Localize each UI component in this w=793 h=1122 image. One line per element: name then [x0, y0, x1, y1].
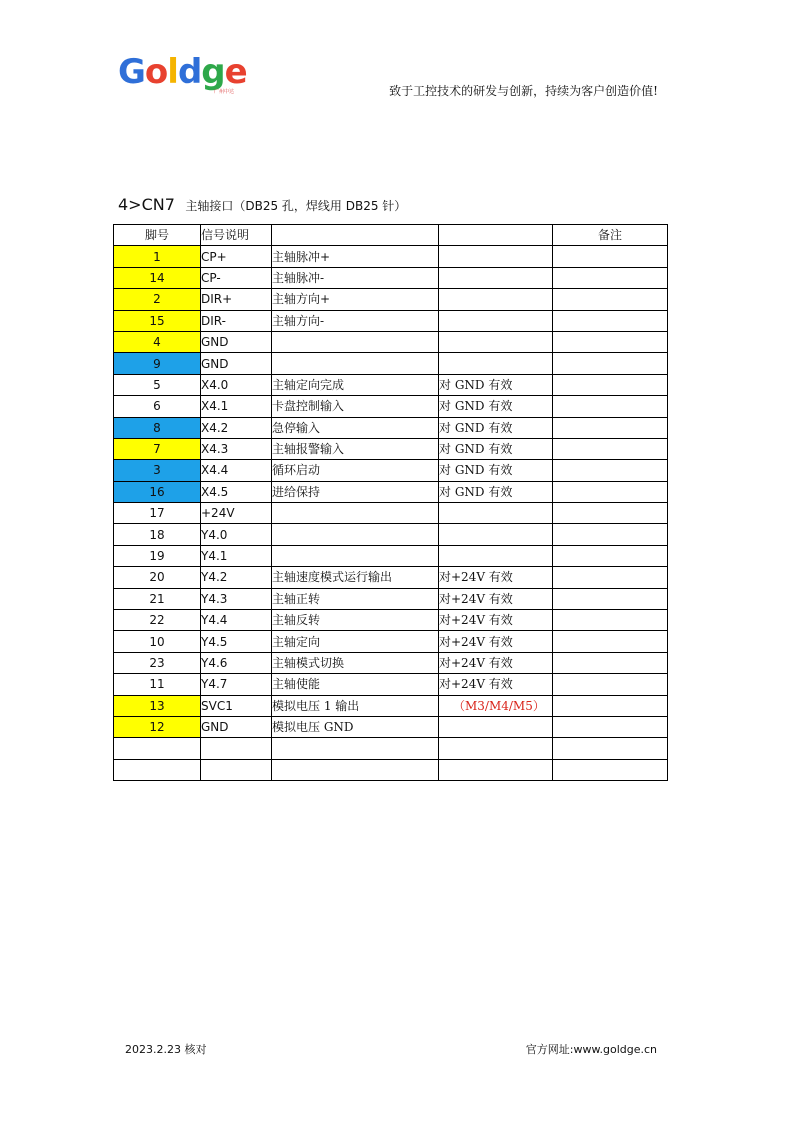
description-cell: 模拟电压 1 输出 [272, 695, 439, 716]
signal-cell: Y4.1 [201, 545, 272, 566]
table-row [114, 567, 668, 588]
pin-number-cell [114, 738, 201, 759]
pin-number-cell: 13 [114, 695, 201, 716]
table-row [114, 267, 668, 288]
table-row [114, 310, 668, 331]
pin-number-cell: 15 [114, 310, 201, 331]
pin-table [113, 224, 668, 781]
pin-number-cell: 7 [114, 438, 201, 459]
logo-letter: G [118, 52, 145, 92]
pin-number-cell: 12 [114, 716, 201, 737]
signal-cell [201, 759, 272, 780]
table-row [114, 716, 668, 737]
valid-level-cell [439, 331, 553, 352]
valid-level-cell: 对 GND 有效 [439, 396, 553, 417]
table-row [114, 524, 668, 545]
signal-cell: X4.5 [201, 481, 272, 502]
note-cell [553, 695, 668, 716]
note-cell [553, 481, 668, 502]
signal-cell: X4.1 [201, 396, 272, 417]
note-cell [553, 460, 668, 481]
valid-level-cell [439, 310, 553, 331]
pin-number-cell: 23 [114, 652, 201, 673]
description-cell [272, 353, 439, 374]
signal-cell: X4.0 [201, 374, 272, 395]
signal-cell: GND [201, 353, 272, 374]
signal-cell: X4.2 [201, 417, 272, 438]
signal-cell: Y4.5 [201, 631, 272, 652]
note-cell [553, 353, 668, 374]
note-cell [553, 374, 668, 395]
signal-cell: CP- [201, 267, 272, 288]
note-cell [553, 631, 668, 652]
valid-level-cell [439, 289, 553, 310]
header-pin: 脚号 [114, 225, 201, 246]
valid-level-cell [439, 246, 553, 267]
valid-level-cell: 对 GND 有效 [439, 481, 553, 502]
signal-cell: X4.4 [201, 460, 272, 481]
valid-level-cell [439, 524, 553, 545]
pin-number-cell: 17 [114, 503, 201, 524]
note-cell [553, 417, 668, 438]
description-cell: 主轴正转 [272, 588, 439, 609]
signal-cell: GND [201, 716, 272, 737]
table-row [114, 417, 668, 438]
note-cell [553, 396, 668, 417]
table-row [114, 588, 668, 609]
pin-number-cell: 21 [114, 588, 201, 609]
description-cell: 主轴速度模式运行输出 [272, 567, 439, 588]
table-row [114, 610, 668, 631]
logo-letter: l [167, 52, 178, 92]
pin-number-cell: 11 [114, 674, 201, 695]
valid-level-cell [439, 716, 553, 737]
table-row [114, 759, 668, 780]
note-cell [553, 267, 668, 288]
note-cell [553, 289, 668, 310]
valid-level-cell: 对+24V 有效 [439, 567, 553, 588]
signal-cell: DIR- [201, 310, 272, 331]
table-header-row [114, 225, 668, 246]
valid-level-cell: 对+24V 有效 [439, 631, 553, 652]
valid-level-cell: 对 GND 有效 [439, 374, 553, 395]
table-row [114, 503, 668, 524]
pin-number-cell: 8 [114, 417, 201, 438]
valid-level-cell: 对+24V 有效 [439, 674, 553, 695]
description-cell: 主轴脉冲+ [272, 246, 439, 267]
valid-level-cell [439, 353, 553, 374]
pin-number-cell [114, 759, 201, 780]
section-heading [118, 195, 406, 215]
pin-number-cell: 14 [114, 267, 201, 288]
header-signal: 信号说明 [201, 225, 272, 246]
table-row [114, 331, 668, 352]
header-slogan: 致于工控技术的研发与创新，持续为客户创造价值! [389, 84, 658, 98]
pin-number-cell: 3 [114, 460, 201, 481]
table-row [114, 545, 668, 566]
note-cell [553, 674, 668, 695]
logo-letter: o [144, 52, 168, 92]
signal-cell: X4.3 [201, 438, 272, 459]
header-valid [439, 225, 553, 246]
valid-level-cell: 对+24V 有效 [439, 610, 553, 631]
pin-number-cell: 19 [114, 545, 201, 566]
pin-number-cell: 4 [114, 331, 201, 352]
footer-website: 官方网址:www.goldge.cn [525, 1043, 657, 1056]
description-cell: 卡盘控制输入 [272, 396, 439, 417]
table-row [114, 374, 668, 395]
logo-letter: g [201, 52, 225, 92]
note-cell [553, 759, 668, 780]
pin-number-cell: 1 [114, 246, 201, 267]
description-cell: 主轴定向 [272, 631, 439, 652]
signal-cell: Y4.2 [201, 567, 272, 588]
description-cell: 主轴方向+ [272, 289, 439, 310]
valid-level-cell [439, 738, 553, 759]
table-row [114, 460, 668, 481]
description-cell [272, 503, 439, 524]
signal-cell: Y4.0 [201, 524, 272, 545]
note-cell [553, 610, 668, 631]
pin-number-cell: 5 [114, 374, 201, 395]
pin-number-cell: 16 [114, 481, 201, 502]
note-cell [553, 545, 668, 566]
table-row [114, 631, 668, 652]
valid-level-cell: 对+24V 有效 [439, 652, 553, 673]
section-title: 4>CN7 [118, 195, 175, 214]
description-cell [272, 759, 439, 780]
logo-subtext: 广州中达 [214, 89, 235, 95]
table-row [114, 481, 668, 502]
footer-date: 2023.2.23 核对 [125, 1043, 207, 1056]
description-cell: 主轴定向完成 [272, 374, 439, 395]
description-cell: 主轴报警输入 [272, 438, 439, 459]
description-cell [272, 545, 439, 566]
pin-number-cell: 22 [114, 610, 201, 631]
signal-cell [201, 738, 272, 759]
signal-cell: GND [201, 331, 272, 352]
signal-cell: Y4.4 [201, 610, 272, 631]
table-row [114, 353, 668, 374]
signal-cell: +24V [201, 503, 272, 524]
description-cell: 主轴方向- [272, 310, 439, 331]
pin-number-cell: 6 [114, 396, 201, 417]
note-cell [553, 310, 668, 331]
description-cell: 主轴脉冲- [272, 267, 439, 288]
valid-level-cell: 对+24V 有效 [439, 588, 553, 609]
description-cell: 主轴使能 [272, 674, 439, 695]
description-cell: 循环启动 [272, 460, 439, 481]
signal-cell: CP+ [201, 246, 272, 267]
signal-cell: Y4.3 [201, 588, 272, 609]
description-cell [272, 524, 439, 545]
description-cell [272, 738, 439, 759]
pin-number-cell: 2 [114, 289, 201, 310]
valid-level-cell: 对 GND 有效 [439, 438, 553, 459]
note-cell [553, 438, 668, 459]
table-row [114, 246, 668, 267]
note-cell [553, 738, 668, 759]
table-row [114, 674, 668, 695]
logo-letter: d [177, 52, 202, 92]
note-cell [553, 716, 668, 737]
pin-number-cell: 18 [114, 524, 201, 545]
signal-cell: Y4.7 [201, 674, 272, 695]
logo-wordmark [118, 52, 247, 92]
pin-number-cell: 10 [114, 631, 201, 652]
pin-number-cell: 9 [114, 353, 201, 374]
valid-level-cell: 对 GND 有效 [439, 417, 553, 438]
description-cell: 主轴模式切换 [272, 652, 439, 673]
note-cell [553, 246, 668, 267]
signal-cell: Y4.6 [201, 652, 272, 673]
description-cell: 主轴反转 [272, 610, 439, 631]
header-desc [272, 225, 439, 246]
valid-level-cell [439, 545, 553, 566]
signal-cell: SVC1 [201, 695, 272, 716]
valid-level-cell [439, 503, 553, 524]
table-row [114, 738, 668, 759]
description-cell: 急停输入 [272, 417, 439, 438]
signal-cell: DIR+ [201, 289, 272, 310]
valid-level-cell [439, 267, 553, 288]
table-row [114, 652, 668, 673]
logo-letter: e [224, 52, 247, 92]
note-cell [553, 503, 668, 524]
description-cell [272, 331, 439, 352]
section-subtitle: 主轴接口（DB25 孔，焊线用 DB25 针） [185, 199, 407, 213]
valid-level-cell: （M3/M4/M5） [439, 695, 553, 716]
table-row [114, 438, 668, 459]
note-cell [553, 524, 668, 545]
valid-level-cell: 对 GND 有效 [439, 460, 553, 481]
note-cell [553, 567, 668, 588]
table-row [114, 396, 668, 417]
header-note: 备注 [553, 225, 668, 246]
note-cell [553, 331, 668, 352]
pin-number-cell: 20 [114, 567, 201, 588]
company-logo [118, 52, 247, 98]
table-row [114, 695, 668, 716]
description-cell: 模拟电压 GND [272, 716, 439, 737]
note-cell [553, 652, 668, 673]
note-cell [553, 588, 668, 609]
description-cell: 进给保持 [272, 481, 439, 502]
valid-level-cell [439, 759, 553, 780]
table-row [114, 289, 668, 310]
